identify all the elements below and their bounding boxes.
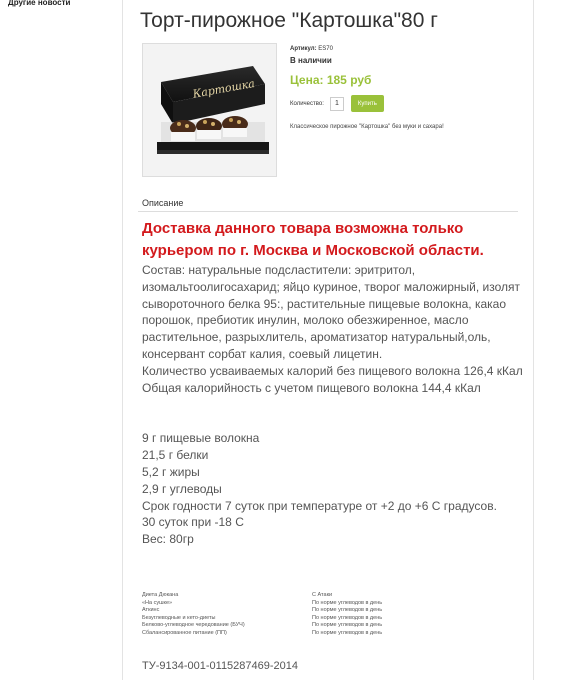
diet-value: По норме углеводов в день	[312, 614, 383, 621]
fat-value: 5,2 г жиры	[142, 464, 200, 479]
buy-button[interactable]: Купить	[351, 95, 384, 112]
svg-text:Картошка: Картошка	[191, 76, 256, 101]
product-image[interactable]	[142, 43, 277, 177]
diet-table	[142, 592, 522, 638]
quantity-label: Количество:	[290, 100, 324, 107]
weight: Вес: 80гр	[142, 532, 194, 547]
diet-name: Диета Дюкана	[142, 592, 179, 598]
tu-code: ТУ-9134-001-0115287469-2014	[142, 660, 299, 672]
diet-row	[142, 615, 522, 623]
diet-value: По норме углеводов в день	[312, 607, 383, 614]
product-package-illustration	[143, 44, 276, 176]
diet-name: Сбалансированное питание (ПП)	[142, 629, 227, 636]
protein-value: 21,5 г белки	[142, 448, 209, 463]
quantity-input[interactable]	[330, 97, 344, 111]
shelf-life: Срок годности 7 суток при температуре от +2 до +6 С градусов.	[142, 498, 497, 513]
calories-total: Общая калорийность с учетом пищевого волокна 144,4 кКал	[142, 380, 481, 395]
diet-value: По норме углеводов в день	[312, 622, 383, 629]
tab-divider	[138, 211, 518, 212]
delivery-notice: Доставка данного товара возможна только курьером по г. Москва и Московской области.	[142, 220, 484, 259]
short-description: Классическое пирожное "Картошка" без муки и сахара!	[290, 124, 444, 130]
diet-row	[142, 630, 522, 638]
diet-name: Безуглеводные и кето-диеты	[142, 614, 216, 621]
diet-value: С Атаки	[312, 592, 333, 598]
calories-no-fiber: Количество усваиваемых калорий без пищевого волокна 126,4 кКал	[142, 363, 523, 378]
diet-value: По норме углеводов в день	[312, 599, 383, 606]
diet-name: Белково-углеводное чередование (БУЧ)	[142, 622, 245, 629]
composition-text: Состав: натуральные подсластители: эритритол, изомальтоолигосахарид; яйцо куриное, творог маложирный, изолят сывороточного белка 95:, растительные пищевые волокна, какао порошок, пребиотик инулин, молоко обезжиренное, масло растительное, разрыхлитель, ароматизатор натуральный,оль, консервант сорбат калия, соевый лицетин.	[142, 263, 520, 361]
diet-name: Аткинс	[142, 607, 160, 614]
diet-name: «На сушке»	[142, 599, 173, 606]
quantity-row	[290, 95, 530, 112]
diet-row	[142, 600, 522, 608]
product-content	[122, 0, 534, 680]
sku-value: ES70	[318, 46, 333, 52]
other-news-heading[interactable]: Другие новости	[8, 0, 71, 7]
diet-row	[142, 592, 522, 600]
carbs-value: 2,9 г углеводы	[142, 481, 222, 496]
diet-row	[142, 622, 522, 630]
price: Цена: 185 руб	[290, 73, 372, 87]
diet-row	[142, 607, 522, 615]
sku-label: Артикул:	[290, 46, 317, 52]
sku	[290, 46, 530, 52]
description-body	[142, 262, 534, 548]
diet-value: По норме углеводов в день	[312, 629, 383, 636]
product-title: Торт-пирожное "Картошка"80 г	[140, 9, 438, 32]
left-sidebar	[0, 0, 122, 680]
frozen-shelf-life: 30 суток при -18 С	[142, 515, 244, 530]
fiber-value: 9 г пищевые волокна	[142, 431, 260, 446]
stock-status: В наличии	[290, 56, 332, 65]
tab-description[interactable]: Описание	[142, 198, 184, 208]
product-info	[290, 46, 530, 130]
